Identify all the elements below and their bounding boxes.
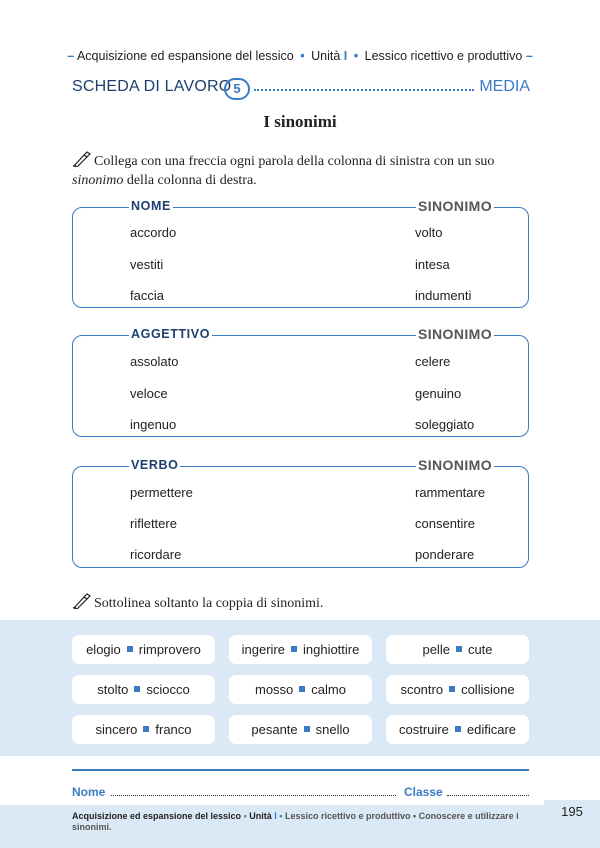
footer-unit-number: I: [274, 811, 277, 821]
box-border-segment: [181, 207, 407, 208]
footer-bullet: •: [243, 811, 247, 821]
right-word: indumenti: [415, 288, 472, 303]
name-label: Nome: [72, 785, 106, 799]
instruction-connect: [72, 151, 542, 190]
footer-topic: Acquisizione ed espansione del lessico: [72, 811, 242, 821]
left-word: veloce: [130, 386, 168, 401]
footer-unit-label: Unità: [249, 811, 272, 821]
header-section: Lessico ricettivo e produttivo: [364, 49, 523, 63]
right-word: intesa: [415, 257, 450, 272]
pair-word-b[interactable]: snello: [315, 722, 350, 737]
pair-word-a[interactable]: ingerire: [241, 642, 285, 657]
right-word: volto: [415, 225, 443, 240]
matching-box-aggettivo: [72, 326, 529, 437]
dotted-divider: [254, 89, 474, 91]
left-word: accordo: [130, 225, 177, 240]
footer-text: [72, 811, 532, 833]
box-right-header: SINONIMO: [418, 198, 492, 214]
box-right-header: SINONIMO: [418, 326, 492, 342]
header-topic: Acquisizione ed espansione del lessico: [76, 49, 294, 63]
instruction2-text: Sottolinea soltanto la coppia di sinonimi.: [94, 596, 324, 611]
right-word: rammentare: [415, 485, 486, 500]
pair-word-b[interactable]: inghiottire: [302, 642, 360, 657]
box-border-segment: [83, 466, 123, 467]
instruction-underline: [72, 593, 542, 613]
word-pair[interactable]: [72, 635, 215, 664]
matching-box-nome: [72, 198, 529, 308]
page-footer: [0, 805, 600, 848]
pair-word-b[interactable]: sciocco: [146, 682, 190, 697]
class-field[interactable]: [447, 795, 529, 796]
square-bullet-icon: [134, 686, 140, 692]
word-pair[interactable]: [229, 635, 372, 664]
right-word: celere: [415, 354, 451, 369]
word-pair[interactable]: [386, 675, 529, 704]
header-dash-left: –: [67, 49, 75, 63]
square-bullet-icon: [449, 686, 455, 692]
running-header: [0, 49, 600, 63]
square-bullet-icon: [456, 646, 462, 652]
right-word: soleggiato: [415, 417, 475, 432]
header-unit-label: Unità: [311, 49, 341, 63]
difficulty-level: MEDIA: [479, 78, 530, 95]
left-word: permettere: [130, 485, 193, 500]
pair-word-b[interactable]: calmo: [311, 682, 346, 697]
box-left-header: AGGETTIVO: [131, 327, 211, 341]
pair-word-a[interactable]: pesante: [251, 722, 298, 737]
word-pair[interactable]: [229, 715, 372, 744]
box-border-segment: [185, 466, 407, 467]
box-left-header: VERBO: [131, 458, 179, 472]
left-word: ricordare: [130, 547, 182, 562]
right-word: ponderare: [415, 547, 475, 562]
page-number: 195: [544, 800, 600, 826]
square-bullet-icon: [127, 646, 133, 652]
pair-word-a[interactable]: scontro: [400, 682, 444, 697]
footer-divider: [72, 769, 529, 771]
footer-rest: Lessico ricettivo e produttivo • Conoscere e utilizzare i sinonimi.: [72, 811, 519, 832]
pair-word-a[interactable]: elogio: [86, 642, 121, 657]
instruction-italic: sinonimo: [72, 173, 124, 188]
left-word: vestiti: [130, 257, 164, 272]
box-right-header: SINONIMO: [418, 457, 492, 473]
worksheet-label: SCHEDA DI LAVORO: [72, 78, 232, 95]
square-bullet-icon: [143, 726, 149, 732]
matching-box-verbo: [72, 457, 529, 568]
header-dash-right: –: [525, 49, 533, 63]
page-title: I sinonimi: [263, 112, 337, 131]
pair-word-b[interactable]: collisione: [461, 682, 515, 697]
box-left-header: NOME: [131, 199, 171, 213]
header-unit-number: I: [343, 49, 348, 63]
pen-icon: [72, 593, 92, 609]
left-word: faccia: [130, 288, 164, 303]
left-word: riflettere: [130, 516, 177, 531]
header-bullet-2: •: [353, 49, 359, 63]
pair-word-a[interactable]: pelle: [422, 642, 450, 657]
word-pair[interactable]: [386, 635, 529, 664]
square-bullet-icon: [291, 646, 297, 652]
box-border-segment: [83, 335, 123, 336]
right-word: consentire: [415, 516, 475, 531]
header-bullet: •: [300, 49, 305, 63]
worksheet-bar: [72, 78, 530, 100]
square-bullet-icon: [304, 726, 310, 732]
pair-word-a[interactable]: mosso: [255, 682, 294, 697]
box-border-segment: [218, 335, 407, 336]
pair-word-b[interactable]: cute: [467, 642, 493, 657]
word-pair[interactable]: [72, 715, 215, 744]
pair-word-b[interactable]: rimprovero: [138, 642, 201, 657]
pair-word-a[interactable]: costruire: [399, 722, 449, 737]
instruction-text-b: della colonna di destra.: [123, 173, 257, 188]
pair-word-a[interactable]: sincero: [95, 722, 138, 737]
square-bullet-icon: [455, 726, 461, 732]
word-pair[interactable]: [386, 715, 529, 744]
instruction-text-a: Collega con una freccia ogni parola della colonna di sinistra con un suo: [94, 154, 495, 169]
box-border-segment: [83, 207, 123, 208]
pair-word-b[interactable]: edificare: [466, 722, 516, 737]
pair-word-a[interactable]: stolto: [97, 682, 129, 697]
left-word: assolato: [130, 354, 179, 369]
word-pair[interactable]: [72, 675, 215, 704]
left-word: ingenuo: [130, 417, 177, 432]
right-word: genuino: [415, 386, 462, 401]
footer-bullet-2: •: [279, 811, 283, 821]
word-pair[interactable]: [229, 675, 372, 704]
worksheet-number: 5: [224, 78, 250, 100]
pair-word-b[interactable]: franco: [155, 722, 192, 737]
pen-icon: [72, 151, 92, 167]
square-bullet-icon: [299, 686, 305, 692]
name-field[interactable]: [111, 795, 396, 796]
class-label: Classe: [404, 785, 443, 799]
